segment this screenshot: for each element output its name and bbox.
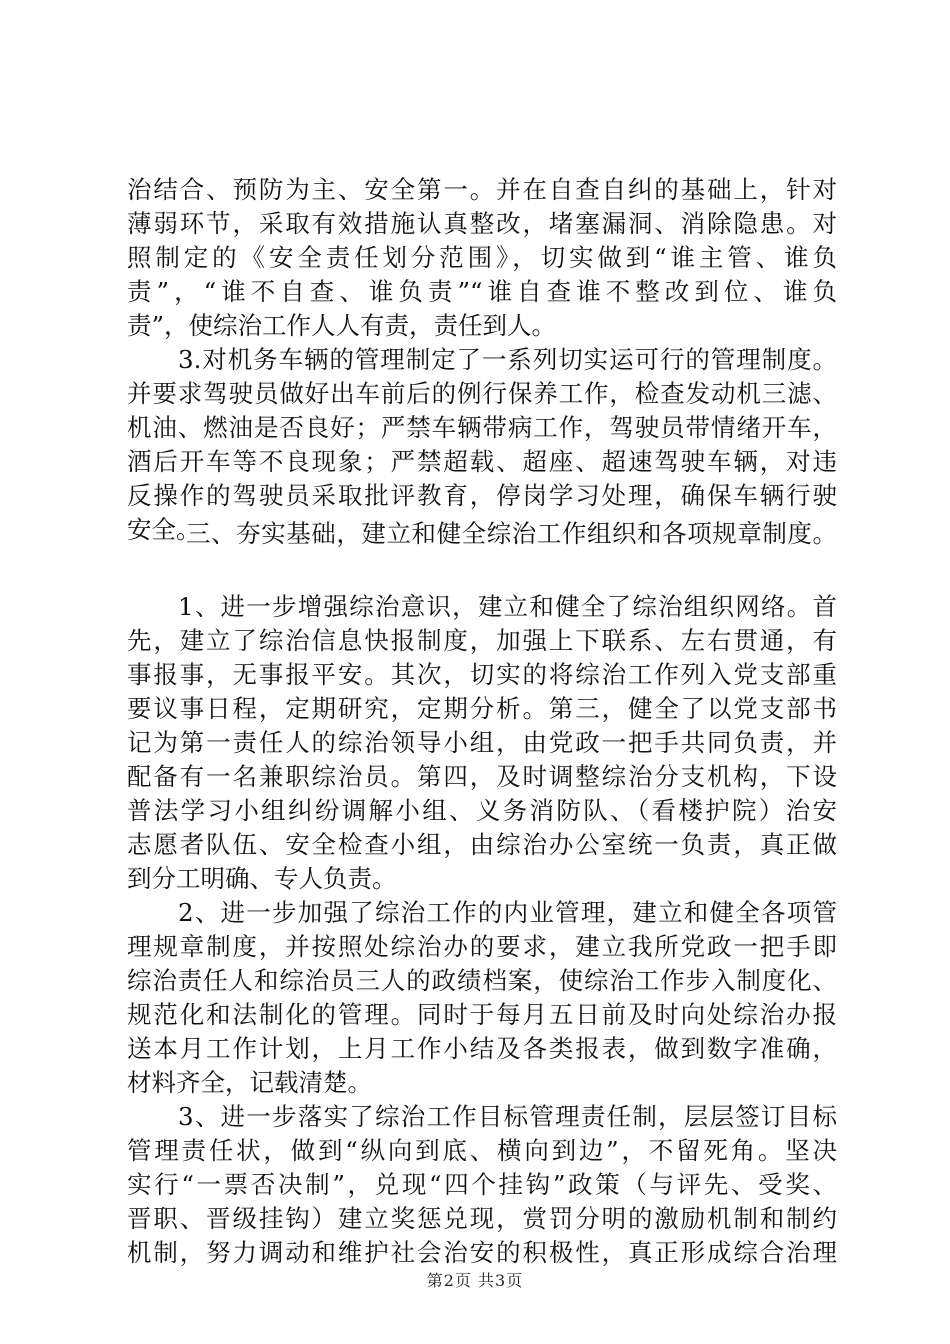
text-line: 先，建立了综治信息快报制度，加强上下联系、左右贯通，有 — [127, 626, 837, 655]
text-line: 责”，使综治工作人人有责，责任到人。 — [127, 311, 557, 340]
text-line: 机油、燃油是否良好；严禁车辆带病工作，驾驶员带情绪开车， — [127, 413, 837, 442]
text-line: 要议事日程，定期研究，定期分析。第三，健全了以党支部书 — [127, 694, 837, 723]
text-line: 志愿者队伍、安全检查小组，由综治办公室统一负责，真正做 — [127, 830, 837, 859]
text-line: 普法学习小组纠纷调解小组、义务消防队、（看楼护院）治安 — [127, 796, 837, 825]
text-line: 治结合、预防为主、安全第一。并在自查自纠的基础上，针对 — [127, 175, 837, 204]
paragraph-start-line: 3、进一步落实了综治工作目标管理责任制，层层签订目标 — [178, 1102, 837, 1131]
text-line: 机制，努力调动和维护社会治安的积极性，真正形成综合治理 — [127, 1238, 837, 1267]
text-line: 记为第一责任人的综治领导小组，由党政一把手共同负责，并 — [127, 728, 837, 757]
text-line: 照制定的《安全责任划分范围》，切实做到“谁主管、谁负 — [127, 243, 837, 272]
text-line: 酒后开车等不良现象；严禁超载、超座、超速驾驶车辆，对违 — [127, 447, 837, 476]
text-line: 规范化和法制化的管理。同时于每月五日前及时向处综治办报 — [127, 1000, 837, 1029]
paragraph-start-line: 2、进一步加强了综治工作的内业管理，建立和健全各项管 — [178, 898, 837, 927]
paragraph-start-line: 3.对机务车辆的管理制定了一系列切实运可行的管理制度。 — [178, 345, 837, 374]
section-heading: 三、夯实基础，建立和健全综治工作组织和各项规章制度。 — [186, 519, 837, 548]
text-line: 理规章制度，并按照处综治办的要求，建立我所党政一把手即 — [127, 932, 837, 961]
text-line: 材料齐全，记载清楚。 — [127, 1068, 372, 1097]
text-line: 责”，“谁不自查、谁负责”“谁自查谁不整改到位、谁负 — [127, 277, 837, 306]
text-line: 薄弱环节，采取有效措施认真整改，堵塞漏洞、消除隐患。对 — [127, 209, 837, 238]
text-line: 并要求驾驶员做好出车前后的例行保养工作，检查发动机三滤、 — [127, 379, 837, 408]
text-line: 管理责任状，做到“纵向到底、横向到边”，不留死角。坚决 — [127, 1136, 837, 1165]
text-line: 配备有一名兼职综治员。第四，及时调整综治分支机构，下设 — [127, 762, 837, 791]
text-line: 安全。 — [127, 515, 201, 544]
text-line: 综治责任人和综治员三人的政绩档案，使综治工作步入制度化、 — [127, 966, 837, 995]
text-line: 到分工明确、专人负责。 — [127, 864, 397, 893]
page-footer: 第2页 共3页 — [426, 1271, 524, 1290]
text-line: 晋职、晋级挂钩）建立奖惩兑现，赏罚分明的激励机制和制约 — [127, 1204, 837, 1233]
paragraph-start-line: 1、进一步增强综治意识，建立和健全了综治组织网络。首 — [178, 592, 837, 621]
text-line: 事报事，无事报平安。其次，切实的将综治工作列入党支部重 — [127, 660, 837, 689]
text-line: 实行“一票否决制”，兑现“四个挂钩”政策（与评先、受奖、 — [127, 1170, 837, 1199]
text-line: 送本月工作计划，上月工作小结及各类报表，做到数字准确， — [127, 1034, 837, 1063]
text-line: 反操作的驾驶员采取批评教育，停岗学习处理，确保车辆行驶 — [127, 481, 837, 510]
